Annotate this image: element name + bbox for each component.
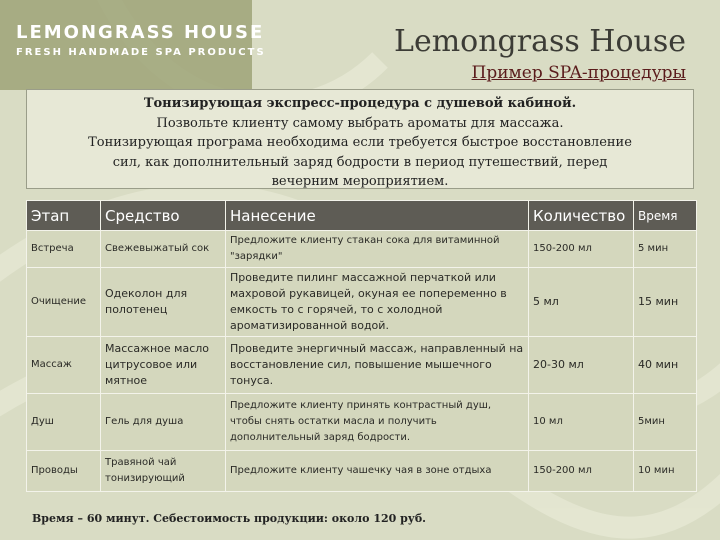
col-header-application: Нанесение xyxy=(226,201,529,231)
logo-main-text: LEMONGRASS HOUSE xyxy=(16,22,265,43)
cell-time: 15 мин xyxy=(634,268,697,337)
intro-box xyxy=(26,89,694,189)
procedure-table xyxy=(26,200,697,492)
cell-application: Проведите энергичный массаж, направленный на восстановление сил, повышение мышечного тонуса. xyxy=(226,337,529,394)
company-logo xyxy=(16,22,266,60)
cell-quantity: 150-200 мл xyxy=(529,231,634,268)
table-row xyxy=(27,394,697,451)
cell-product: Травяной чай тонизирующий xyxy=(101,451,226,492)
cell-stage: Встреча xyxy=(27,231,101,268)
col-header-quantity: Количество xyxy=(529,201,634,231)
cell-time: 5мин xyxy=(634,394,697,451)
cell-product: Одеколон для полотенец xyxy=(101,268,226,337)
intro-line: сил, как дополнительный заряд бодрости в период путешествий, перед xyxy=(112,154,608,170)
intro-line: вечерним мероприятием. xyxy=(271,174,449,189)
logo-tagline: FRESH HANDMADE SPA PRODUCTS xyxy=(16,47,266,58)
intro-line: Позвольте клиенту самому выбрать ароматы для массажа. xyxy=(156,115,564,131)
table-row xyxy=(27,451,697,492)
table-row xyxy=(27,231,697,268)
page-subtitle: Пример SPA-процедуры xyxy=(471,63,686,83)
footer-summary: Время – 60 минут. Себестоимость продукции: около 120 руб. xyxy=(32,512,427,525)
page-title: Lemongrass House xyxy=(394,24,686,59)
cell-quantity: 5 мл xyxy=(529,268,634,337)
cell-time: 10 мин xyxy=(634,451,697,492)
cell-application: Проведите пилинг массажной перчаткой или махровой рукавицей, окуная ее попеременно в емкость то с горячей, то с холодной ароматизированной водой. xyxy=(226,268,529,337)
cell-product: Свежевыжатый сок xyxy=(101,231,226,268)
col-header-stage: Этап xyxy=(27,201,101,231)
cell-quantity: 150-200 мл xyxy=(529,451,634,492)
cell-time: 40 мин xyxy=(634,337,697,394)
intro-title: Тонизирующая экспресс-процедура с душевой кабиной. xyxy=(143,96,577,111)
cell-product: Массажное масло цитрусовое или мятное xyxy=(101,337,226,394)
cell-application: Предложите клиенту стакан сока для витаминной "зарядки" xyxy=(226,231,529,268)
intro-line: Тонизирующая програма необходима если требуется быстрое восстановление xyxy=(88,135,632,150)
cell-time: 5 мин xyxy=(634,231,697,268)
cell-stage: Душ xyxy=(27,394,101,451)
cell-quantity: 20-30 мл xyxy=(529,337,634,394)
cell-quantity: 10 мл xyxy=(529,394,634,451)
cell-stage: Очищение xyxy=(27,268,101,337)
col-header-time: Время xyxy=(634,201,697,231)
cell-product: Гель для душа xyxy=(101,394,226,451)
cell-application: Предложите клиенту принять контрастный душ, чтобы снять остатки масла и получить дополнительный заряд бодрости. xyxy=(226,394,529,451)
table-header-row xyxy=(27,201,697,231)
col-header-product: Средство xyxy=(101,201,226,231)
table-row xyxy=(27,337,697,394)
cell-stage: Массаж xyxy=(27,337,101,394)
cell-stage: Проводы xyxy=(27,451,101,492)
table-row xyxy=(27,268,697,337)
cell-application: Предложите клиенту чашечку чая в зоне отдыха xyxy=(226,451,529,492)
